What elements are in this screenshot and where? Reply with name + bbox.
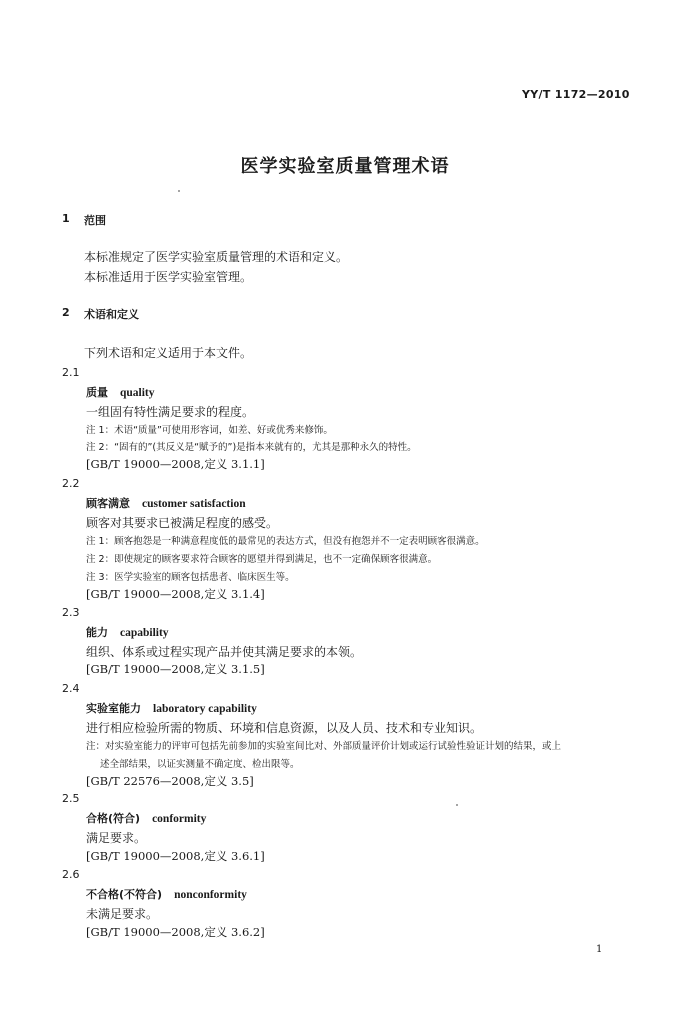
scope-line-2: 本标准适用于医学实验室管理。: [84, 270, 253, 284]
term-zh: 能力: [86, 626, 108, 639]
term-note: 注 2：“固有的”(其反义是“赋予的”)是指本来就有的，尤其是那种永久的特性。: [86, 442, 417, 453]
term-heading: [86, 384, 155, 400]
term-number: 2.4: [62, 682, 80, 695]
term-note-continued: 述全部结果，以证实测量不确定度、检出限等。: [100, 759, 300, 770]
section-2-number: 2: [62, 306, 70, 319]
document-title: 医学实验室质量管理术语: [240, 156, 450, 177]
term-number: 2.2: [62, 477, 80, 490]
term-definition: 组织、体系或过程实现产品并使其满足要求的本领。: [86, 645, 363, 659]
term-definition: 顾客对其要求已被满足程度的感受。: [86, 516, 279, 530]
term-source: [GB/T 22576—2008,定义 3.5]: [86, 774, 254, 788]
term-note: 注 3：医学实验室的顾客包括患者、临床医生等。: [86, 572, 295, 583]
term-source: [GB/T 19000—2008,定义 3.1.4]: [86, 587, 265, 601]
term-source: [GB/T 19000—2008,定义 3.6.1]: [86, 849, 265, 863]
term-note: 注：对实验室能力的评审可包括先前参加的实验室间比对、外部质量评价计划或运行试验性验证计划的结果，或上: [86, 741, 562, 752]
term-zh: 不合格(不符合): [86, 888, 163, 901]
term-zh: 顾客满意: [86, 497, 130, 510]
term-note: 注 2：即使规定的顾客要求符合顾客的愿望并得到满足，也不一定确保顾客很满意。: [86, 554, 438, 565]
term-heading: [86, 886, 247, 902]
page-number: 1: [596, 944, 603, 955]
term-number: 2.5: [62, 792, 80, 805]
term-en: nonconformity: [174, 889, 247, 901]
term-heading: [86, 810, 206, 826]
term-en: customer satisfaction: [142, 498, 246, 510]
term-en: quality: [120, 387, 155, 399]
section-2-intro: 下列术语和定义适用于本文件。: [84, 346, 253, 360]
term-definition: 进行相应检验所需的物质、环境和信息资源，以及人员、技术和专业知识。: [86, 721, 483, 735]
section-2-title: 术语和定义: [84, 308, 139, 321]
section-1-number: 1: [62, 212, 70, 225]
term-en: conformity: [152, 813, 207, 825]
term-zh: 实验室能力: [86, 702, 141, 715]
term-note: 注 1：术语“质量”可使用形容词，如差、好或优秀来修饰。: [86, 425, 333, 436]
standard-number: YY/T 1172—2010: [522, 88, 630, 101]
term-heading: [86, 700, 257, 716]
term-number: 2.1: [62, 366, 80, 379]
term-source: [GB/T 19000—2008,定义 3.1.1]: [86, 457, 265, 471]
term-definition: 未满足要求。: [86, 907, 159, 921]
term-definition: 满足要求。: [86, 831, 147, 845]
scan-speck: [178, 190, 180, 192]
scan-speck: [456, 804, 458, 806]
section-1-title: 范围: [84, 214, 106, 227]
scope-line-1: 本标准规定了医学实验室质量管理的术语和定义。: [84, 250, 349, 264]
term-definition: 一组固有特性满足要求的程度。: [86, 405, 255, 419]
term-number: 2.6: [62, 868, 80, 881]
term-heading: [86, 624, 169, 640]
term-source: [GB/T 19000—2008,定义 3.1.5]: [86, 662, 265, 676]
term-heading: [86, 495, 246, 511]
term-en: laboratory capability: [153, 703, 257, 715]
term-zh: 质量: [86, 386, 108, 399]
term-en: capability: [120, 627, 169, 639]
term-source: [GB/T 19000—2008,定义 3.6.2]: [86, 925, 265, 939]
term-number: 2.3: [62, 606, 80, 619]
term-zh: 合格(符合): [86, 812, 141, 825]
term-note: 注 1：顾客抱怨是一种满意程度低的最常见的表达方式，但没有抱怨并不一定表明顾客很满意。: [86, 536, 485, 547]
